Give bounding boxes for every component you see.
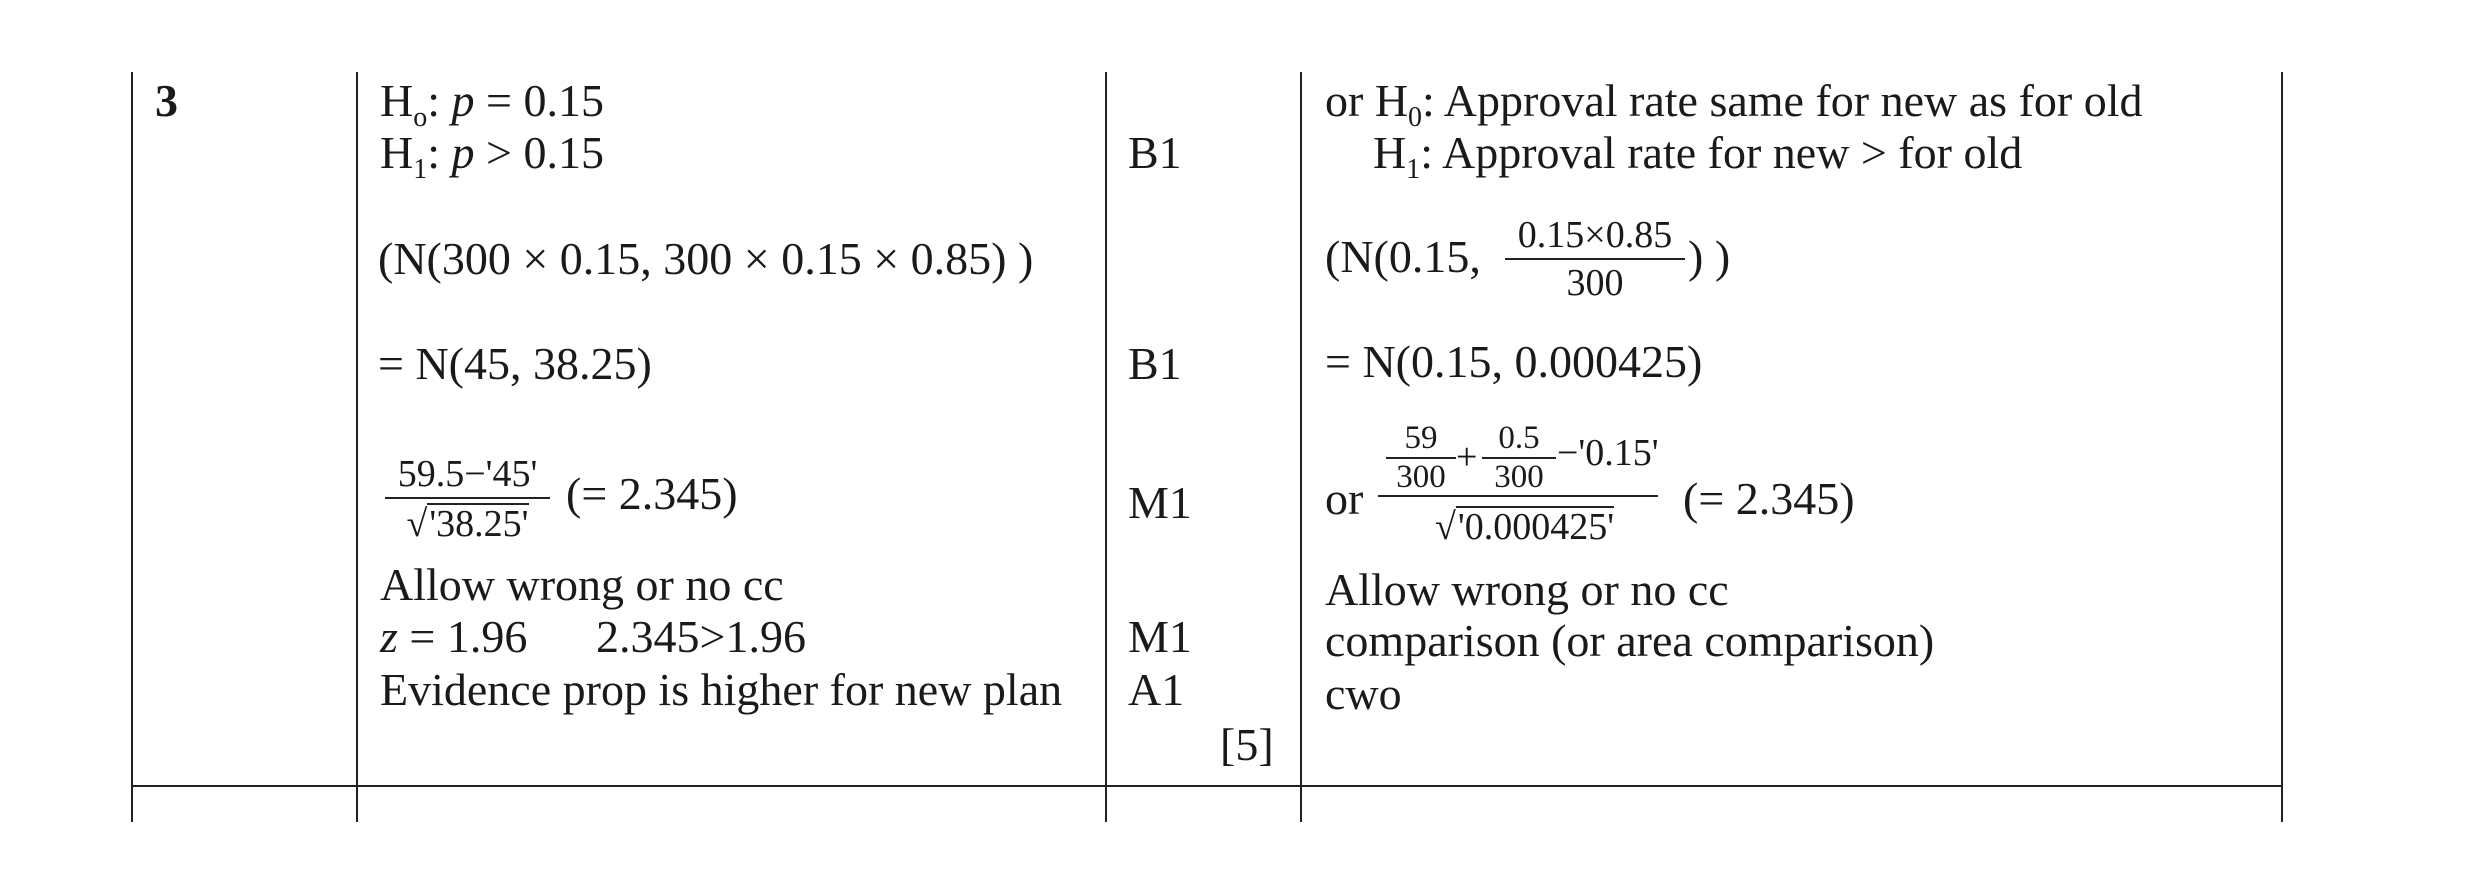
- alt-z-first-numerator: 59: [1404, 420, 1438, 456]
- row-divider: [131, 785, 2283, 787]
- normal-approximation-expression: (N(300 × 0.15, 300 × 0.15 × 0.85) ): [378, 233, 1034, 284]
- variance-fraction-numerator: 0.15×0.85: [1517, 214, 1673, 256]
- table-border-left: [131, 72, 133, 822]
- z-statistic-fraction: [385, 455, 550, 543]
- column-divider-guidance: [1300, 72, 1302, 822]
- column-divider-marks: [1105, 72, 1107, 822]
- guidance-null-hypothesis: or $H_0$: Approval rate same for new as for old: [1325, 75, 2143, 133]
- mark-m1-standardise: M1: [1128, 477, 1192, 528]
- alt-z-plus: +: [1456, 436, 1478, 478]
- alt-z-second-denominator: 300: [1494, 459, 1544, 495]
- guidance-normal-open: (N(0.15,: [1325, 231, 1481, 282]
- mark-b1-hypotheses: B1: [1128, 127, 1182, 178]
- column-divider-answer: [356, 72, 358, 822]
- alt-z-denominator: √'0.000425': [1435, 506, 1615, 548]
- question-number: 3: [155, 75, 178, 126]
- z-fraction-denominator: √'38.25': [406, 503, 529, 545]
- mark-m1-compare: M1: [1128, 611, 1192, 662]
- alternative-hypothesis: $H_1$: p > 0.15: [380, 127, 604, 185]
- mark-b1-distribution: B1: [1128, 338, 1182, 389]
- null-hypothesis: $H_o$: p = 0.15: [380, 75, 604, 133]
- guidance-variance-fraction: [1505, 216, 1685, 302]
- conclusion: Evidence prop is higher for new plan: [380, 664, 1063, 715]
- alt-z-second-fraction: [1478, 422, 1560, 494]
- guidance-normal-result: = N(0.15, 0.000425): [1325, 336, 1703, 387]
- variance-fraction-denominator: 300: [1566, 262, 1624, 304]
- test-statistic-comparison: 2.345>1.96: [596, 611, 806, 662]
- normal-approximation-result: = N(45, 38.25): [378, 338, 652, 389]
- z-fraction-numerator: 59.5−'45': [397, 453, 538, 495]
- guidance-normal-close: ) ): [1688, 231, 1731, 282]
- answer-allow-cc-note: Allow wrong or no cc: [380, 559, 784, 610]
- z-statistic-value: (= 2.345): [566, 468, 738, 519]
- guidance-or-label: or: [1325, 473, 1364, 524]
- alt-z-first-fraction: [1382, 422, 1460, 494]
- alt-z-main-bar: [1378, 495, 1658, 497]
- guidance-alternative-hypothesis: $H_1$: Approval rate for new > for old: [1373, 127, 2023, 185]
- mark-a1-conclusion: A1: [1128, 664, 1185, 715]
- alt-z-value: (= 2.345): [1683, 473, 1855, 524]
- guidance-comparison-note: comparison (or area comparison): [1325, 615, 1935, 666]
- alt-z-first-denominator: 300: [1396, 459, 1446, 495]
- guidance-allow-cc-note: Allow wrong or no cc: [1325, 564, 1729, 615]
- critical-value-comparison: z = 1.96: [380, 611, 528, 662]
- alt-z-second-numerator: 0.5: [1498, 420, 1540, 456]
- total-marks: [5]: [1220, 719, 1274, 770]
- table-border-right: [2281, 72, 2283, 822]
- alt-z-minus: −'0.15': [1557, 432, 1659, 474]
- guidance-cwo-note: cwo: [1325, 668, 1402, 719]
